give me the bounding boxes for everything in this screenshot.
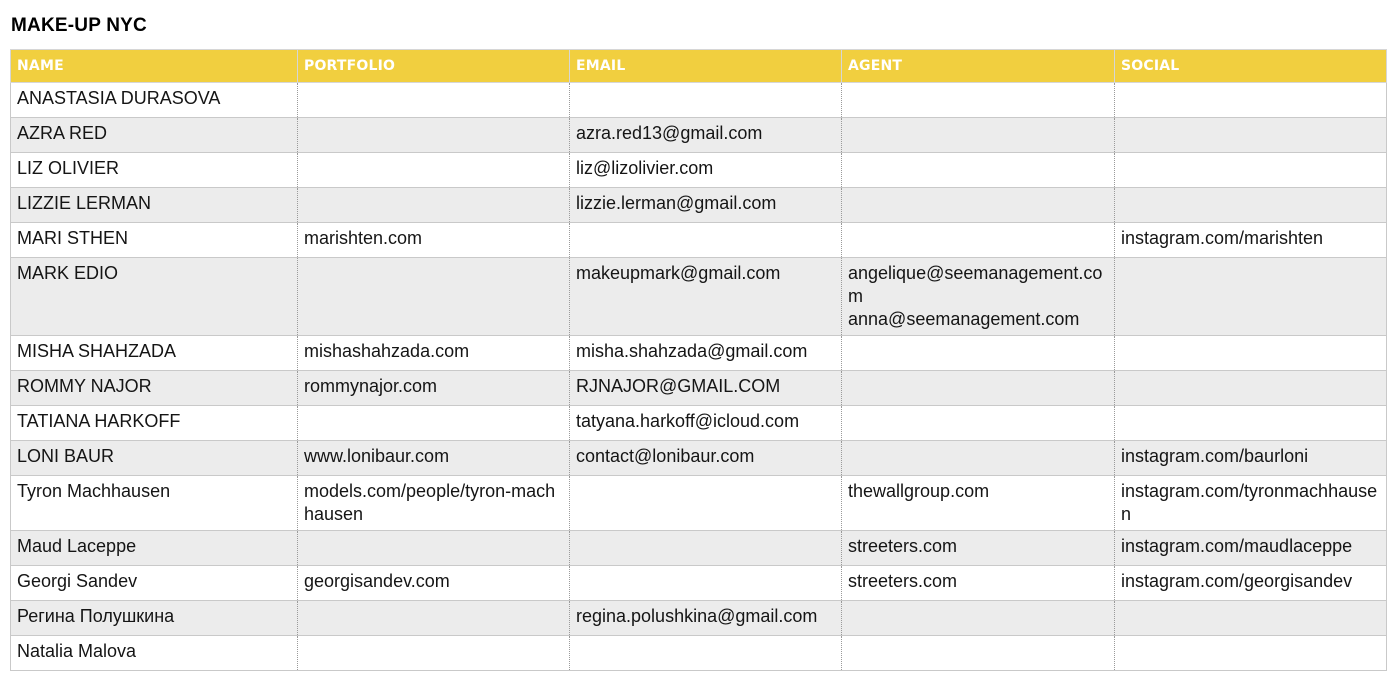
table-row xyxy=(11,83,1387,118)
cell-name[interactable]: LIZZIE LERMAN xyxy=(11,188,298,223)
table-row xyxy=(11,153,1387,188)
cell-social[interactable] xyxy=(1115,406,1387,441)
cell-agent-line: angelique@seemanagement.com xyxy=(848,263,1103,306)
cell-social[interactable] xyxy=(1115,188,1387,223)
cell-agent[interactable] xyxy=(842,441,1115,476)
cell-agent[interactable] xyxy=(842,566,1115,601)
cell-agent-line: thewallgroup.com xyxy=(848,481,990,501)
cell-email[interactable]: regina.polushkina@gmail.com xyxy=(570,601,842,636)
cell-portfolio[interactable] xyxy=(298,258,570,336)
cell-name[interactable]: ANASTASIA DURASOVA xyxy=(11,83,298,118)
cell-email[interactable]: liz@lizolivier.com xyxy=(570,153,842,188)
cell-social[interactable]: instagram.com/tyronmachhausen xyxy=(1115,476,1387,531)
sheet-title: MAKE-UP NYC xyxy=(11,15,147,36)
cell-portfolio[interactable]: marishten.com xyxy=(298,223,570,258)
cell-email[interactable] xyxy=(570,566,842,601)
table-row xyxy=(11,476,1387,531)
cell-email[interactable]: misha.shahzada@gmail.com xyxy=(570,336,842,371)
cell-email[interactable] xyxy=(570,476,842,531)
cell-name[interactable]: Maud Laceppe xyxy=(11,531,298,566)
table-row xyxy=(11,223,1387,258)
cell-portfolio[interactable] xyxy=(298,601,570,636)
table-body xyxy=(11,83,1387,671)
cell-email[interactable] xyxy=(570,636,842,671)
cell-portfolio[interactable] xyxy=(298,636,570,671)
cell-email[interactable]: RJNAJOR@GMAIL.COM xyxy=(570,371,842,406)
cell-agent[interactable] xyxy=(842,531,1115,566)
cell-portfolio[interactable]: rommynajor.com xyxy=(298,371,570,406)
cell-portfolio[interactable]: www.lonibaur.com xyxy=(298,441,570,476)
table-row xyxy=(11,566,1387,601)
cell-name[interactable]: Регина Полушкина xyxy=(11,601,298,636)
cell-email[interactable] xyxy=(570,531,842,566)
cell-agent-line: streeters.com xyxy=(848,571,958,591)
column-header-name[interactable]: NAME xyxy=(11,50,298,83)
cell-agent[interactable] xyxy=(842,636,1115,671)
cell-email[interactable]: makeupmark@gmail.com xyxy=(570,258,842,336)
cell-portfolio[interactable] xyxy=(298,188,570,223)
table-row xyxy=(11,188,1387,223)
cell-email[interactable]: contact@lonibaur.com xyxy=(570,441,842,476)
cell-agent[interactable] xyxy=(842,336,1115,371)
cell-social[interactable] xyxy=(1115,153,1387,188)
cell-portfolio[interactable]: georgisandev.com xyxy=(298,566,570,601)
cell-email[interactable]: azra.red13@gmail.com xyxy=(570,118,842,153)
cell-agent[interactable] xyxy=(842,83,1115,118)
cell-social[interactable] xyxy=(1115,371,1387,406)
cell-name[interactable]: MISHA SHAHZADA xyxy=(11,336,298,371)
cell-agent[interactable] xyxy=(842,188,1115,223)
cell-agent[interactable] xyxy=(842,406,1115,441)
table-row xyxy=(11,258,1387,336)
cell-email[interactable] xyxy=(570,83,842,118)
cell-agent[interactable] xyxy=(842,601,1115,636)
table-row xyxy=(11,371,1387,406)
cell-email[interactable]: tatyana.harkoff@icloud.com xyxy=(570,406,842,441)
cell-name[interactable]: LONI BAUR xyxy=(11,441,298,476)
cell-portfolio[interactable] xyxy=(298,406,570,441)
cell-social[interactable]: instagram.com/maudlaceppe xyxy=(1115,531,1387,566)
cell-portfolio[interactable] xyxy=(298,153,570,188)
contacts-table xyxy=(10,49,1387,671)
cell-name[interactable]: ROMMY NAJOR xyxy=(11,371,298,406)
cell-agent[interactable] xyxy=(842,476,1115,531)
cell-social[interactable] xyxy=(1115,336,1387,371)
cell-agent[interactable] xyxy=(842,118,1115,153)
cell-social[interactable]: instagram.com/georgisandev xyxy=(1115,566,1387,601)
cell-name[interactable]: MARK EDIO xyxy=(11,258,298,336)
table-row xyxy=(11,636,1387,671)
cell-name[interactable]: TATIANA HARKOFF xyxy=(11,406,298,441)
cell-portfolio[interactable] xyxy=(298,83,570,118)
cell-portfolio[interactable] xyxy=(298,531,570,566)
cell-social[interactable] xyxy=(1115,83,1387,118)
cell-agent[interactable] xyxy=(842,153,1115,188)
column-header-portfolio[interactable]: PORTFOLIO xyxy=(298,50,570,83)
cell-portfolio[interactable]: models.com/people/tyron-machhausen xyxy=(298,476,570,531)
cell-portfolio[interactable] xyxy=(298,118,570,153)
cell-name[interactable]: Georgi Sandev xyxy=(11,566,298,601)
cell-social[interactable] xyxy=(1115,118,1387,153)
cell-agent-line: anna@seemanagement.com xyxy=(848,309,1080,329)
cell-name[interactable]: LIZ OLIVIER xyxy=(11,153,298,188)
cell-name[interactable]: AZRA RED xyxy=(11,118,298,153)
table-row xyxy=(11,531,1387,566)
column-header-social[interactable]: SOCIAL xyxy=(1115,50,1387,83)
column-header-email[interactable]: EMAIL xyxy=(570,50,842,83)
cell-name[interactable]: MARI STHEN xyxy=(11,223,298,258)
cell-agent[interactable] xyxy=(842,223,1115,258)
cell-name[interactable]: Tyron Machhausen xyxy=(11,476,298,531)
cell-social[interactable]: instagram.com/baurloni xyxy=(1115,441,1387,476)
cell-portfolio[interactable]: mishashahzada.com xyxy=(298,336,570,371)
cell-social[interactable] xyxy=(1115,636,1387,671)
table-row xyxy=(11,336,1387,371)
cell-agent-line: streeters.com xyxy=(848,536,958,556)
cell-agent[interactable] xyxy=(842,371,1115,406)
cell-social[interactable] xyxy=(1115,601,1387,636)
cell-agent[interactable] xyxy=(842,258,1115,336)
cell-email[interactable] xyxy=(570,223,842,258)
column-header-agent[interactable]: AGENT xyxy=(842,50,1115,83)
table-row xyxy=(11,118,1387,153)
cell-email[interactable]: lizzie.lerman@gmail.com xyxy=(570,188,842,223)
cell-social[interactable] xyxy=(1115,258,1387,336)
table-row xyxy=(11,441,1387,476)
table-row xyxy=(11,406,1387,441)
cell-name[interactable]: Natalia Malova xyxy=(11,636,298,671)
cell-social[interactable]: instagram.com/marishten xyxy=(1115,223,1387,258)
header-row xyxy=(11,50,1387,83)
table-row xyxy=(11,601,1387,636)
